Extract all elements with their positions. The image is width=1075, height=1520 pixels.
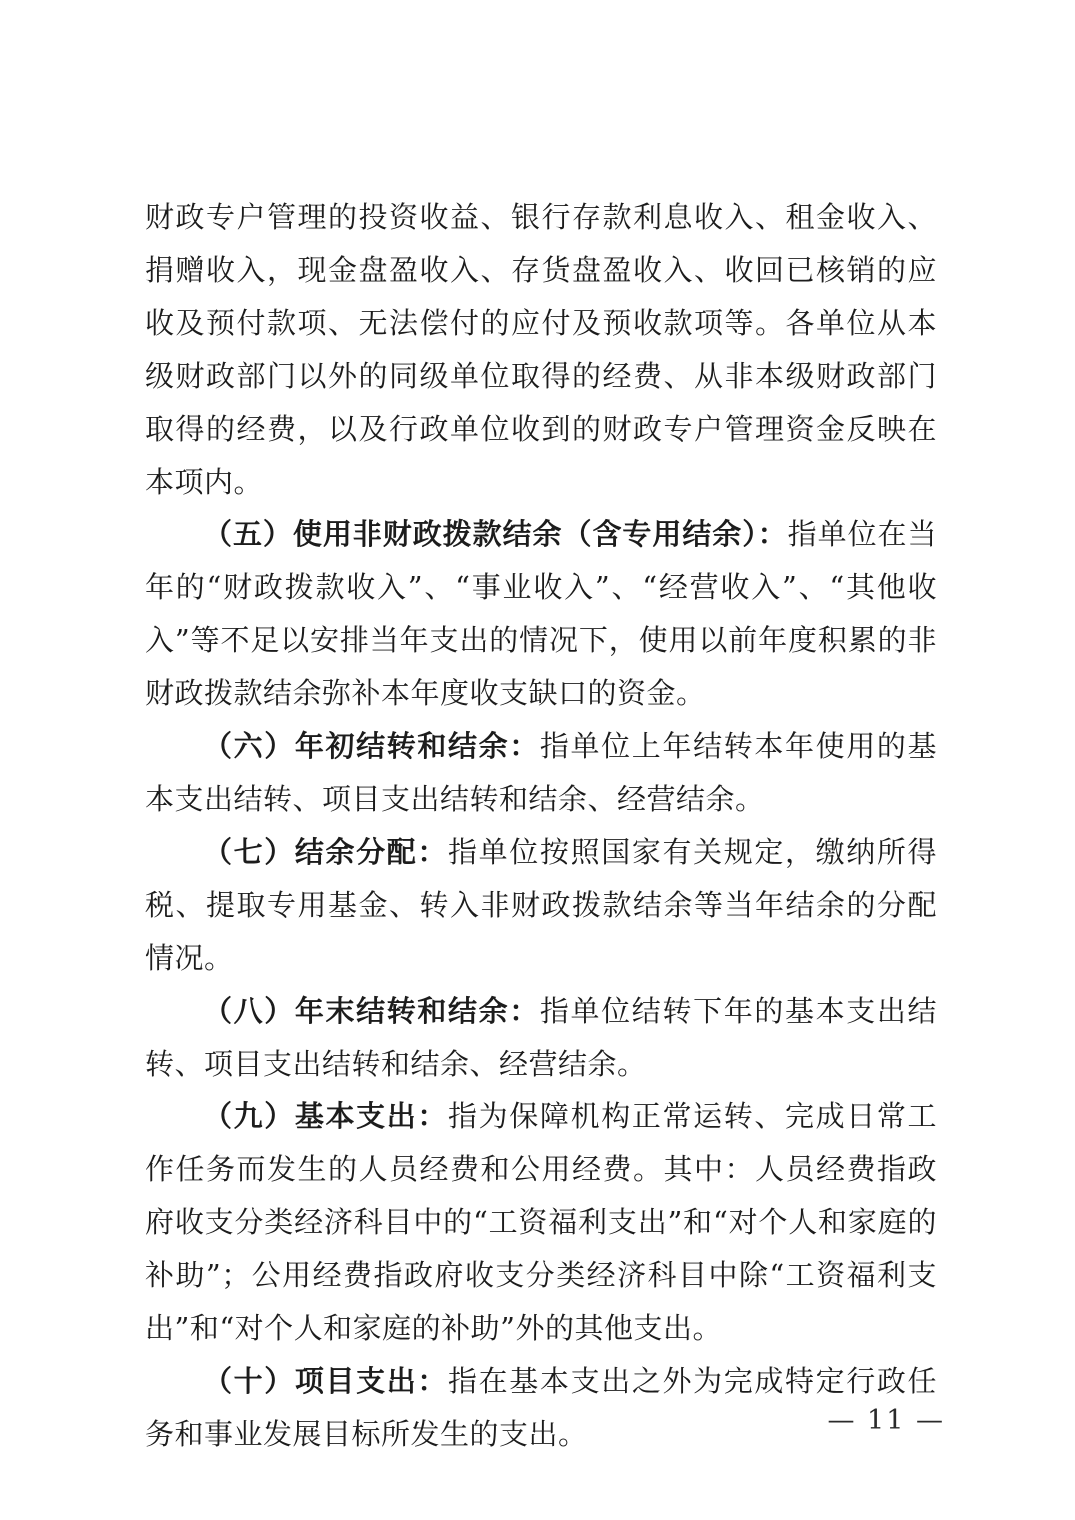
- term-label: （九）基本支出：: [203, 1099, 449, 1134]
- paragraph-text: 指单位结转下年的基本支出结转、项目支出结转和结余、经营结余。: [145, 993, 937, 1081]
- paragraph-text: 指单位按照国家有关规定，缴纳所得税、提取专用基金、转入非财政拨款结余等当年结余的分配情况。: [145, 834, 937, 975]
- paragraph: [145, 1355, 937, 1461]
- term-label: （七）结余分配：: [203, 834, 449, 869]
- paragraph-text: 财政专户管理的投资收益、银行存款利息收入、租金收入、捐赠收入，现金盘盈收入、存货盘盈收入、收回已核销的应收及预付款项、无法偿付的应付及预收款项等。各单位从本级财政部门以外的同级单位取得的经费、从非本级财政部门取得的经费，以及行政单位收到的财政专户管理资金反映在本项内。: [145, 200, 937, 499]
- page-number: — 11 —: [827, 1405, 945, 1436]
- paragraph-text: 指在基本支出之外为完成特定行政任务和事业发展目标所发生的支出。: [145, 1363, 937, 1451]
- term-label: （十）项目支出：: [203, 1363, 449, 1398]
- paragraph-text: 指单位在当年的“财政拨款收入”、“事业收入”、“经营收入”、“其他收入”等不足以安排当年支出的情况下，使用以前年度积累的非财政拨款结余弥补本年度收支缺口的资金。: [145, 517, 937, 711]
- paragraph-text: 指为保障机构正常运转、完成日常工作任务而发生的人员经费和公用经费。其中：人员经费指政府收支分类经济科目中的“工资福利支出”和“对个人和家庭的补助”；公用经费指政府收支分类经济科目中除“工资福利支出”和“对个人和家庭的补助”外的其他支出。: [145, 1099, 937, 1346]
- paragraph: [145, 508, 937, 720]
- paragraph: [145, 191, 937, 508]
- term-label: （八）年末结转和结余：: [203, 993, 540, 1028]
- paragraph: [145, 826, 937, 985]
- paragraph: [145, 1090, 937, 1355]
- term-label: （六）年初结转和结余：: [203, 729, 540, 764]
- document-body: [145, 191, 937, 1461]
- paragraph: [145, 720, 937, 826]
- term-label: （五）使用非财政拨款结余（含专用结余）：: [203, 517, 788, 552]
- paragraph: [145, 985, 937, 1091]
- paragraph-text: 指单位上年结转本年使用的基本支出结转、项目支出结转和结余、经营结余。: [145, 729, 937, 816]
